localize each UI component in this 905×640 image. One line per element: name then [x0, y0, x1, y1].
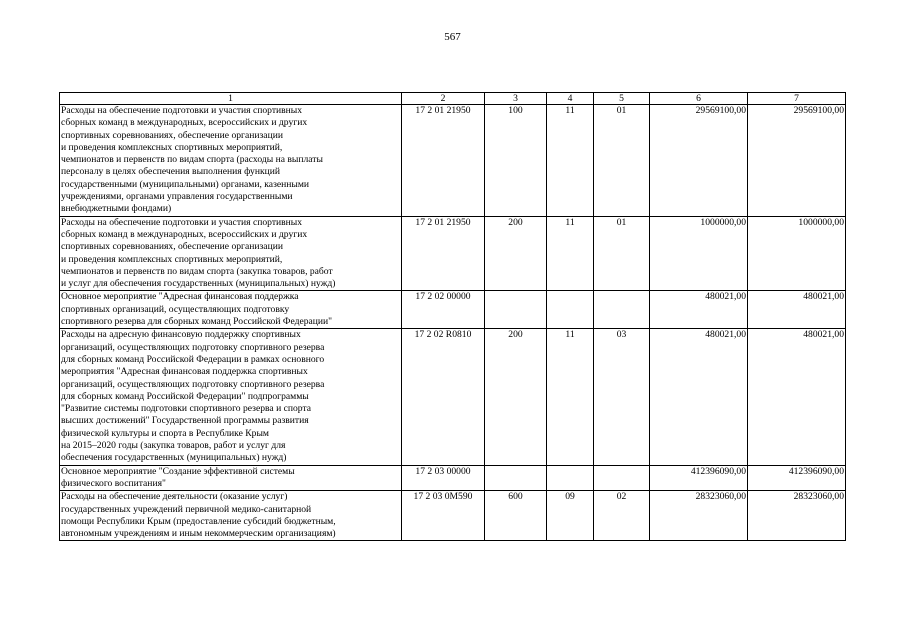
description-line: спортивных организаций, осуществляющих подготовку	[61, 303, 290, 315]
row-code: 17 2 01 21950	[402, 216, 485, 291]
row-col-4: 11	[547, 216, 594, 291]
description-line: автономным учреждениям и иным некоммерческим организациям)	[61, 528, 336, 540]
description-line: организаций, осуществляющих подготовку спортивного резерва	[61, 341, 325, 353]
row-col-4	[547, 465, 594, 491]
description-line: государственными (муниципальными) органами, казенными	[61, 178, 310, 190]
description-line: спортивного резерва для сборных команд Российской Федерации"	[61, 316, 333, 328]
row-col-5: 01	[594, 216, 650, 291]
description-line: Расходы на обеспечение подготовки и участия спортивных	[61, 105, 303, 116]
description-line: высших достижений" Государственной программы развития	[61, 415, 309, 427]
description-line: Основное мероприятие "Адресная финансовая поддержка	[61, 291, 299, 303]
description-line: Расходы на адресную финансовую поддержку спортивных	[61, 329, 301, 341]
row-col-4	[547, 291, 594, 329]
row-col-3: 600	[485, 491, 547, 541]
row-amount-7: 412396090,00	[748, 465, 846, 491]
row-amount-7: 1000000,00	[748, 216, 846, 291]
description-line: физического воспитания"	[61, 477, 166, 489]
row-amount-7: 480021,00	[748, 291, 846, 329]
table-row	[60, 491, 846, 541]
row-col-5	[594, 291, 650, 329]
description-line: и проведения комплексных спортивных мероприятий,	[61, 141, 283, 153]
table-row	[60, 465, 846, 491]
description-line: учреждениями, органами управления государственными	[61, 191, 293, 203]
row-code: 17 2 01 21950	[402, 105, 485, 217]
row-col-3	[485, 465, 547, 491]
row-amount-6: 28323060,00	[650, 491, 748, 541]
col-header-6: 6	[650, 93, 748, 105]
description-line: и проведения комплексных спортивных мероприятий,	[61, 253, 283, 265]
row-amount-6: 480021,00	[650, 291, 748, 329]
row-col-4: 09	[547, 491, 594, 541]
description-line: сборных команд в международных, всероссийских и других	[61, 228, 308, 240]
col-header-3: 3	[485, 93, 547, 105]
description-line: "Развитие системы подготовки спортивного резерва и спорта	[61, 403, 312, 415]
row-amount-7: 480021,00	[748, 329, 846, 465]
col-header-7: 7	[748, 93, 846, 105]
row-description	[60, 216, 402, 291]
description-line: чемпионатов и первенств по видам спорта (закупка товаров, работ	[61, 265, 333, 277]
description-line: чемпионатов и первенств по видам спорта (расходы на выплаты	[61, 154, 323, 166]
row-col-3: 200	[485, 216, 547, 291]
row-amount-6: 412396090,00	[650, 465, 748, 491]
row-amount-6: 1000000,00	[650, 216, 748, 291]
row-description	[60, 291, 402, 329]
table-row	[60, 216, 846, 291]
description-line: помощи Республики Крым (предоставление субсидий бюджетным,	[61, 515, 336, 527]
row-col-4: 11	[547, 329, 594, 465]
page-number: 567	[444, 31, 461, 43]
description-line: Расходы на обеспечение подготовки и участия спортивных	[61, 216, 303, 228]
description-line: сборных команд в международных, всероссийских и других	[61, 117, 308, 129]
row-amount-7: 28323060,00	[748, 491, 846, 541]
description-line: обеспечения государственных (муниципальных) нужд)	[61, 452, 287, 464]
row-col-5: 03	[594, 329, 650, 465]
row-code: 17 2 03 00000	[402, 465, 485, 491]
description-line: мероприятия "Адресная финансовая поддержка спортивных	[61, 366, 308, 378]
row-col-3	[485, 291, 547, 329]
description-line: государственных учреждений первичной медико-санитарной	[61, 503, 312, 515]
description-line: для сборных команд Российской Федерации в рамках основного	[61, 353, 325, 365]
description-line: на 2015–2020 годы (закупка товаров, работ и услуг для	[61, 440, 286, 452]
row-col-5: 01	[594, 105, 650, 217]
row-description	[60, 329, 402, 465]
row-code: 17 2 02 R0810	[402, 329, 485, 465]
row-description	[60, 491, 402, 541]
row-col-3: 200	[485, 329, 547, 465]
description-line: спортивных соревнованиях, обеспечение организации	[61, 129, 283, 141]
col-header-5: 5	[594, 93, 650, 105]
table-row	[60, 105, 846, 217]
row-description	[60, 465, 402, 491]
row-amount-6: 29569100,00	[650, 105, 748, 217]
description-line: организаций, осуществляющих подготовку спортивного резерва	[61, 378, 325, 390]
row-description	[60, 105, 402, 217]
description-line: спортивных соревнованиях, обеспечение организации	[61, 241, 283, 253]
row-amount-7: 29569100,00	[748, 105, 846, 217]
row-col-4: 11	[547, 105, 594, 217]
row-code: 17 2 03 0М590	[402, 491, 485, 541]
description-line: и услуг для обеспечения государственных (муниципальных) нужд)	[61, 278, 336, 290]
row-col-5	[594, 465, 650, 491]
row-code: 17 2 02 00000	[402, 291, 485, 329]
description-line: персоналу в целях обеспечения выполнения функций	[61, 166, 281, 178]
row-col-3: 100	[485, 105, 547, 217]
table-row	[60, 291, 846, 329]
description-line: Расходы на обеспечение деятельности (оказание услуг)	[61, 491, 288, 503]
description-line: Основное мероприятие "Создание эффективной системы	[61, 465, 295, 477]
col-header-2: 2	[402, 93, 485, 105]
description-line: внебюджетными фондами)	[61, 203, 172, 215]
row-amount-6: 480021,00	[650, 329, 748, 465]
table-header-row	[60, 93, 846, 105]
description-line: физической культуры и спорта в Республике Крым	[61, 427, 269, 439]
col-header-1: 1	[60, 93, 402, 105]
table-row	[60, 329, 846, 465]
col-header-4: 4	[547, 93, 594, 105]
budget-table	[59, 92, 846, 541]
description-line: для сборных команд Российской Федерации" подпрограммы	[61, 390, 309, 402]
row-col-5: 02	[594, 491, 650, 541]
